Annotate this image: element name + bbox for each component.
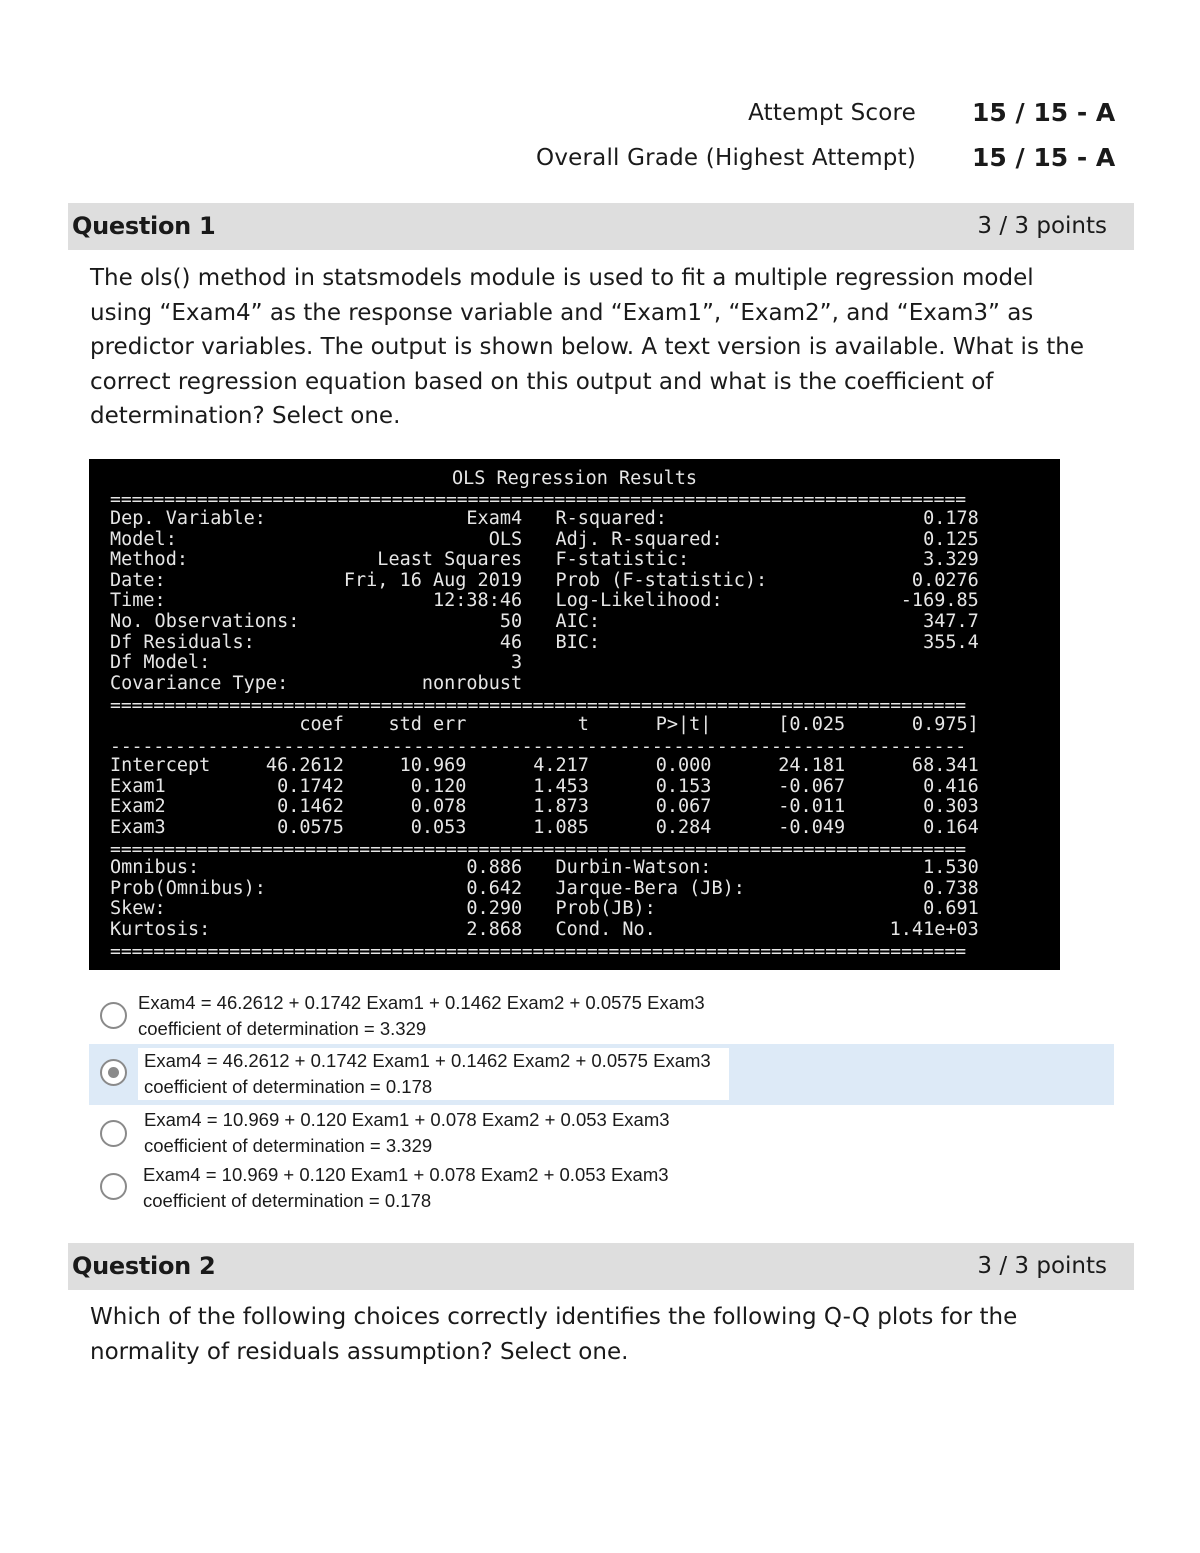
question-1-points: 3 / 3 points <box>977 213 1107 239</box>
question-1-text-line: predictor variables. The output is shown below. A text version is available. What is the <box>90 334 1084 361</box>
question-1-title: Question 1 <box>72 212 216 240</box>
ols-summary-line: Df Residuals: 46 BIC: 355.4 <box>110 631 979 653</box>
ols-diag-line: Skew: 0.290 Prob(JB): 0.691 <box>110 898 979 920</box>
ols-coef-line: Exam2 0.1462 0.078 1.873 0.067 -0.011 0.303 <box>110 796 979 818</box>
answer-equation: Exam4 = 46.2612 + 0.1742 Exam1 + 0.1462 Exam2 + 0.0575 Exam3 <box>144 1050 711 1071</box>
ols-separator: =============================================================================== <box>110 945 967 959</box>
ols-summary-line: Method: Least Squares F-statistic: 3.329 <box>110 549 979 571</box>
ols-coef-line: Exam1 0.1742 0.120 1.453 0.153 -0.067 0.416 <box>110 775 979 797</box>
ols-coef-header: coef std err t P>|t| [0.025 0.975] <box>110 714 979 735</box>
ols-summary-line: Date: Fri, 16 Aug 2019 Prob (F-statistic): 0.0276 <box>110 569 979 591</box>
question-1-text-line: using “Exam4” as the response variable and “Exam1”, “Exam2”, and “Exam3” as <box>90 299 1034 326</box>
question-2-header <box>68 1243 1134 1290</box>
answer-option-text <box>138 1048 729 1100</box>
overall-grade-label: Overall Grade (Highest Attempt) <box>536 145 916 171</box>
ols-summary-line: Model: OLS Adj. R-squared: 0.125 <box>110 528 979 550</box>
radio-button-unselected[interactable] <box>100 1120 127 1147</box>
overall-grade-value: 15 / 15 - A <box>972 143 1116 172</box>
radio-button-unselected[interactable] <box>100 1002 127 1029</box>
answer-equation: Exam4 = 10.969 + 0.120 Exam1 + 0.078 Exam2 + 0.053 Exam3 <box>143 1164 669 1185</box>
ols-diag-line: Prob(Omnibus): 0.642 Jarque-Bera (JB): 0.738 <box>110 877 979 899</box>
attempt-score-row <box>0 100 1200 140</box>
ols-coef-line: Exam3 0.0575 0.053 1.085 0.284 -0.049 0.164 <box>110 816 979 838</box>
ols-summary-line: Df Model: 3 <box>110 652 523 674</box>
ols-coef-line: Intercept 46.2612 10.969 4.217 0.000 24.181 68.341 <box>110 755 979 776</box>
answer-coefficient: coefficient of determination = 0.178 <box>143 1190 432 1211</box>
ols-separator: =============================================================================== <box>110 843 967 857</box>
attempt-score-value: 15 / 15 - A <box>972 98 1116 127</box>
answer-equation: Exam4 = 10.969 + 0.120 Exam1 + 0.078 Exam2 + 0.053 Exam3 <box>144 1109 670 1130</box>
answer-option-1[interactable] <box>89 988 1114 1046</box>
answer-option-text <box>143 1162 669 1214</box>
ols-separator: =============================================================================== <box>110 493 967 507</box>
question-2-title: Question 2 <box>72 1252 216 1280</box>
ols-separator: =============================================================================== <box>110 699 967 713</box>
radio-selected-dot-icon <box>108 1067 119 1078</box>
question-1-text-line: The ols() method in statsmodels module is used to fit a multiple regression model <box>90 265 1034 291</box>
answer-coefficient: coefficient of determination = 3.329 <box>144 1135 433 1156</box>
answer-coefficient: coefficient of determination = 0.178 <box>144 1076 433 1097</box>
ols-summary-line: Covariance Type: nonrobust <box>110 672 523 694</box>
attempt-score-label: Attempt Score <box>748 100 916 126</box>
ols-results-output <box>89 459 1060 970</box>
answer-option-text <box>138 990 705 1042</box>
radio-button-selected[interactable] <box>100 1059 127 1086</box>
ols-summary-line: No. Observations: 50 AIC: 347.7 <box>110 611 979 632</box>
question-2-text <box>90 1300 1130 1369</box>
ols-diag-line: Kurtosis: 2.868 Cond. No. 1.41e+03 <box>110 918 979 940</box>
answer-coefficient: coefficient of determination = 3.329 <box>138 1018 427 1039</box>
answer-option-4[interactable] <box>89 1161 1114 1219</box>
question-2-text-line: Which of the following choices correctly identifies the following Q-Q plots for the <box>90 1304 1018 1330</box>
question-1-header <box>68 203 1134 250</box>
ols-separator: ------------------------------------------------------------------------------- <box>110 740 967 754</box>
overall-grade-row <box>0 145 1200 185</box>
answer-option-3[interactable] <box>89 1105 1114 1163</box>
ols-results-title: OLS Regression Results <box>451 468 698 489</box>
ols-summary-line: Dep. Variable: Exam4 R-squared: 0.178 <box>110 508 979 529</box>
ols-diag-line: Omnibus: 0.886 Durbin-Watson: 1.530 <box>110 857 979 878</box>
question-2-points: 3 / 3 points <box>977 1253 1107 1279</box>
question-1-text <box>90 261 1130 434</box>
radio-button-unselected[interactable] <box>100 1173 127 1200</box>
ols-summary-line: Time: 12:38:46 Log-Likelihood: -169.85 <box>110 590 979 612</box>
question-2-text-line: normality of residuals assumption? Select one. <box>90 1338 629 1365</box>
answer-option-2[interactable] <box>89 1044 1114 1105</box>
answer-equation: Exam4 = 46.2612 + 0.1742 Exam1 + 0.1462 Exam2 + 0.0575 Exam3 <box>138 992 705 1013</box>
question-1-text-line: determination? Select one. <box>90 403 401 430</box>
question-1-text-line: correct regression equation based on this output and what is the coefficient of <box>90 368 994 395</box>
answer-option-text <box>144 1107 670 1159</box>
